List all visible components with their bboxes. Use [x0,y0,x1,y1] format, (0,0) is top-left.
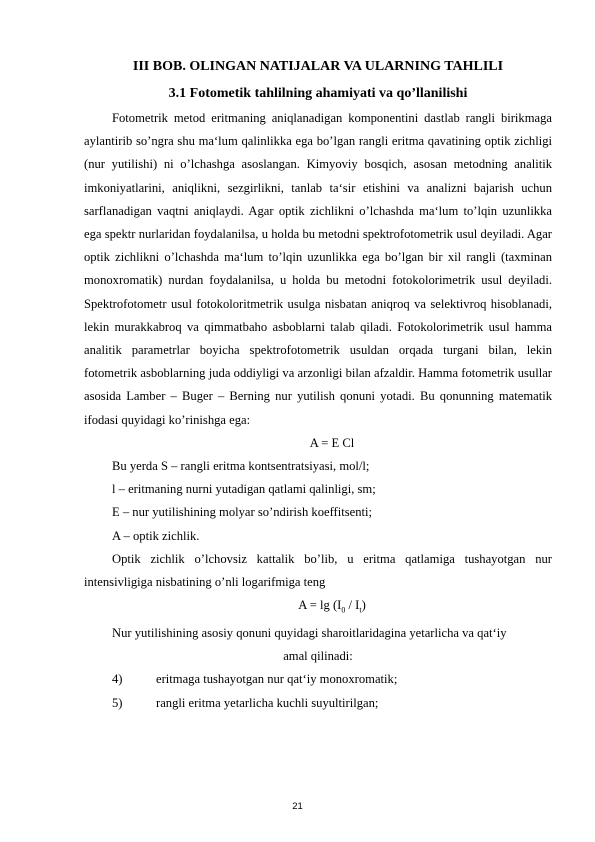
section-title: 3.1 Fotometik tahlilning ahamiyati va qo’llanilishi [168,86,468,101]
definition-optical-density: A – optik zichlik. [112,528,200,543]
formula-it-subscript: t [359,605,362,615]
chapter-title: III BOB. OLINGAN NATIJALAR VA ULARNING TAHLILI [132,59,504,74]
definition-concentration: Bu yerda S – rangli eritma kontsentratsiyasi, mol/l; [112,459,370,474]
formula-i0-symbol: I [337,598,342,613]
formula-close-paren: ) [361,598,366,613]
list-item-number: 5) [112,695,123,710]
paragraph-photometric-method: Fotometrik metod eritmaning aniqlanadigan komponentini dastlab rangli birikmaga aylantirib so’ngra shu ma‘lum qalinlikka ega bo’lgan rangli eritma qavatining optik zichligi (nur yutilishi) ni o’lchashga asoslangan. Kimyoviy bosqich, asosan metodning analitik imkoniyatlarini, aniqlikni, sezgirlikni, tanlab ta‘sir etishini va analizni bajarish uchun sarflanadigan vaqtni aniqlaydi. Agar optik zichlikni o’lchashda ma‘lum to’lqin uzunlikka ega spektr nurlaridan foydalanilsa, u holda bu metodni spektrofotometrik usul deyiladi. Agar optik zichlikni o’lchashda ma‘lum to’lqin uzunlikka ega bo’lgan bir xil rangli (taxminan monoxromatik) nurdan foydalanilsa, u holda bu metodni fotokolorimetrik usul deyiladi. Spektrofotometr usul fotokoloritmetrik usulga nisbatan aniqroq va selektivroq hisoblanadi, lekin murakkabroq va qimmatbaho asboblarni talab qiladi. Fotokolorimetrik usul hamma analitik parametrlar boyicha spektrofotometrik usuldan orqada turgani bilan, lekin fotometrik asboblarning juda oddiyligi va arzonligi bilan afzaldir. Hamma fotometrik usullar asosida Lamber – Buger – Berning nur yutilish qonuni yotadi. Bu qonunning matematik ifodasi quyidagi ko’rinishga ega: [84,111,552,427]
list-item-text: eritmaga tushayotgan nur qat‘iy monoxromatik; [156,672,398,687]
list-item-number: 4) [112,672,123,687]
formula-log-ratio [84,594,552,622]
formula-slash: / [345,598,356,613]
list-item [84,692,552,715]
definition-thickness: l – eritmaning nurni yutadigan qatlami qalinligi, sm; [112,482,376,497]
list-item [84,668,552,691]
list-item-text: rangli eritma yetarlicha kuchli suyultirilgan; [156,695,379,710]
page-number: 21 [292,801,303,812]
formula-lambert-beer: A = E Cl [309,435,355,450]
paragraph-law-conditions-line1: Nur yutilishining asosiy qonuni quyidagi sharoitlaridagina yetarlicha va qat‘iy [112,625,507,640]
formula-log-prefix: A = lg ( [298,598,338,613]
formula-it-symbol: I [355,598,360,613]
definition-extinction: E – nur yutilishining molyar so’ndirish koeffitsenti; [112,505,373,520]
formula-i0-subscript: 0 [341,605,346,615]
paragraph-law-conditions-line2: amal qilinadi: [283,649,353,664]
main-text-block [84,107,552,715]
paragraph-optical-density: Optik zichlik o’lchovsiz kattalik bo’lib, u eritma qatlamiga tushayotgan nur intensivligiga nisbatining o’nli logarifmiga teng [84,551,552,590]
